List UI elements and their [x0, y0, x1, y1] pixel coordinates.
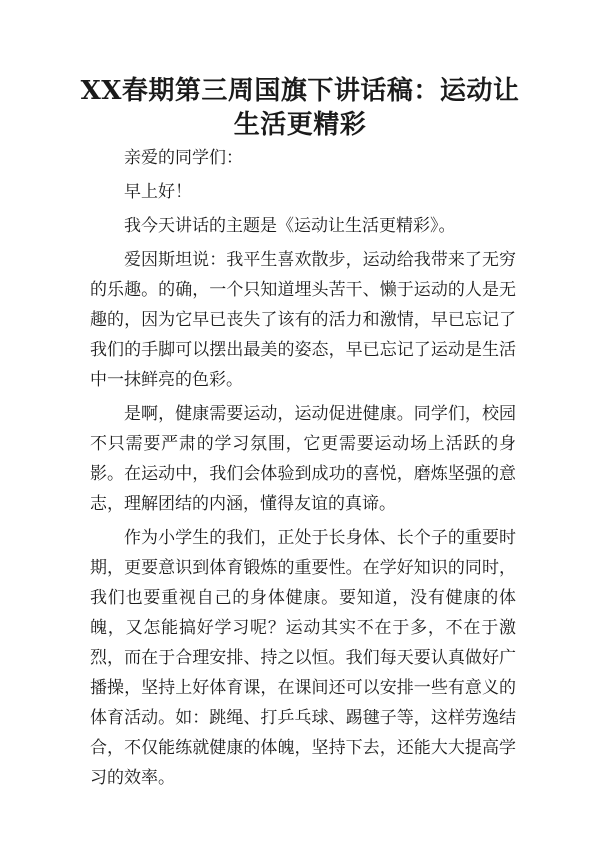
document-body — [90, 143, 516, 797]
paragraph-health-and-exercise: 是啊，健康需要运动，运动促进健康。同学们，校园不只需要严肃的学习氛围，它更需要运动场上活跃的身影。在运动中，我们会体验到成功的喜悦，磨炼坚强的意志，理解团结的内涵，懂得友谊的真谛。 — [90, 404, 516, 514]
paragraph-topic: 我今天讲话的主题是《运动让生活更精彩》。 — [124, 216, 456, 236]
paragraph-einstein-quote: 爱因斯坦说：我平生喜欢散步，运动给我带来了无穷的乐趣。的确，一个只知道埋头苦干、懒于运动的人是无趣的，因为它早已丧失了该有的活力和激情，早已忘记了我们的手脚可以摆出最美的姿态，早已忘记了运动是生活中一抹鲜亮的色彩。 — [90, 250, 516, 390]
paragraph-students-exercise: 作为小学生的我们，正处于长身体、长个子的重要时期，更要意识到体育锻炼的重要性。在学好知识的同时，我们也要重视自己的身体健康。要知道，没有健康的体魄，又怎能搞好学习呢？运动其实不在于多，不在于激烈，而在于合理安排、持之以恒。我们每天要认真做好广播操，坚持上好体育课，在课间还可以安排一些有意义的体育活动。如：跳绳、打乒乓球、踢毽子等，这样劳逸结合，不仅能练就健康的体魄，坚持下去，还能大大提高学习的效率。 — [90, 528, 516, 788]
document-title: XX春期第三周国旗下讲话稿：运动让生活更精彩 — [80, 76, 520, 140]
paragraph-good-morning: 早上好！ — [124, 182, 192, 202]
paragraph-greeting: 亲爱的同学们： — [124, 148, 243, 168]
